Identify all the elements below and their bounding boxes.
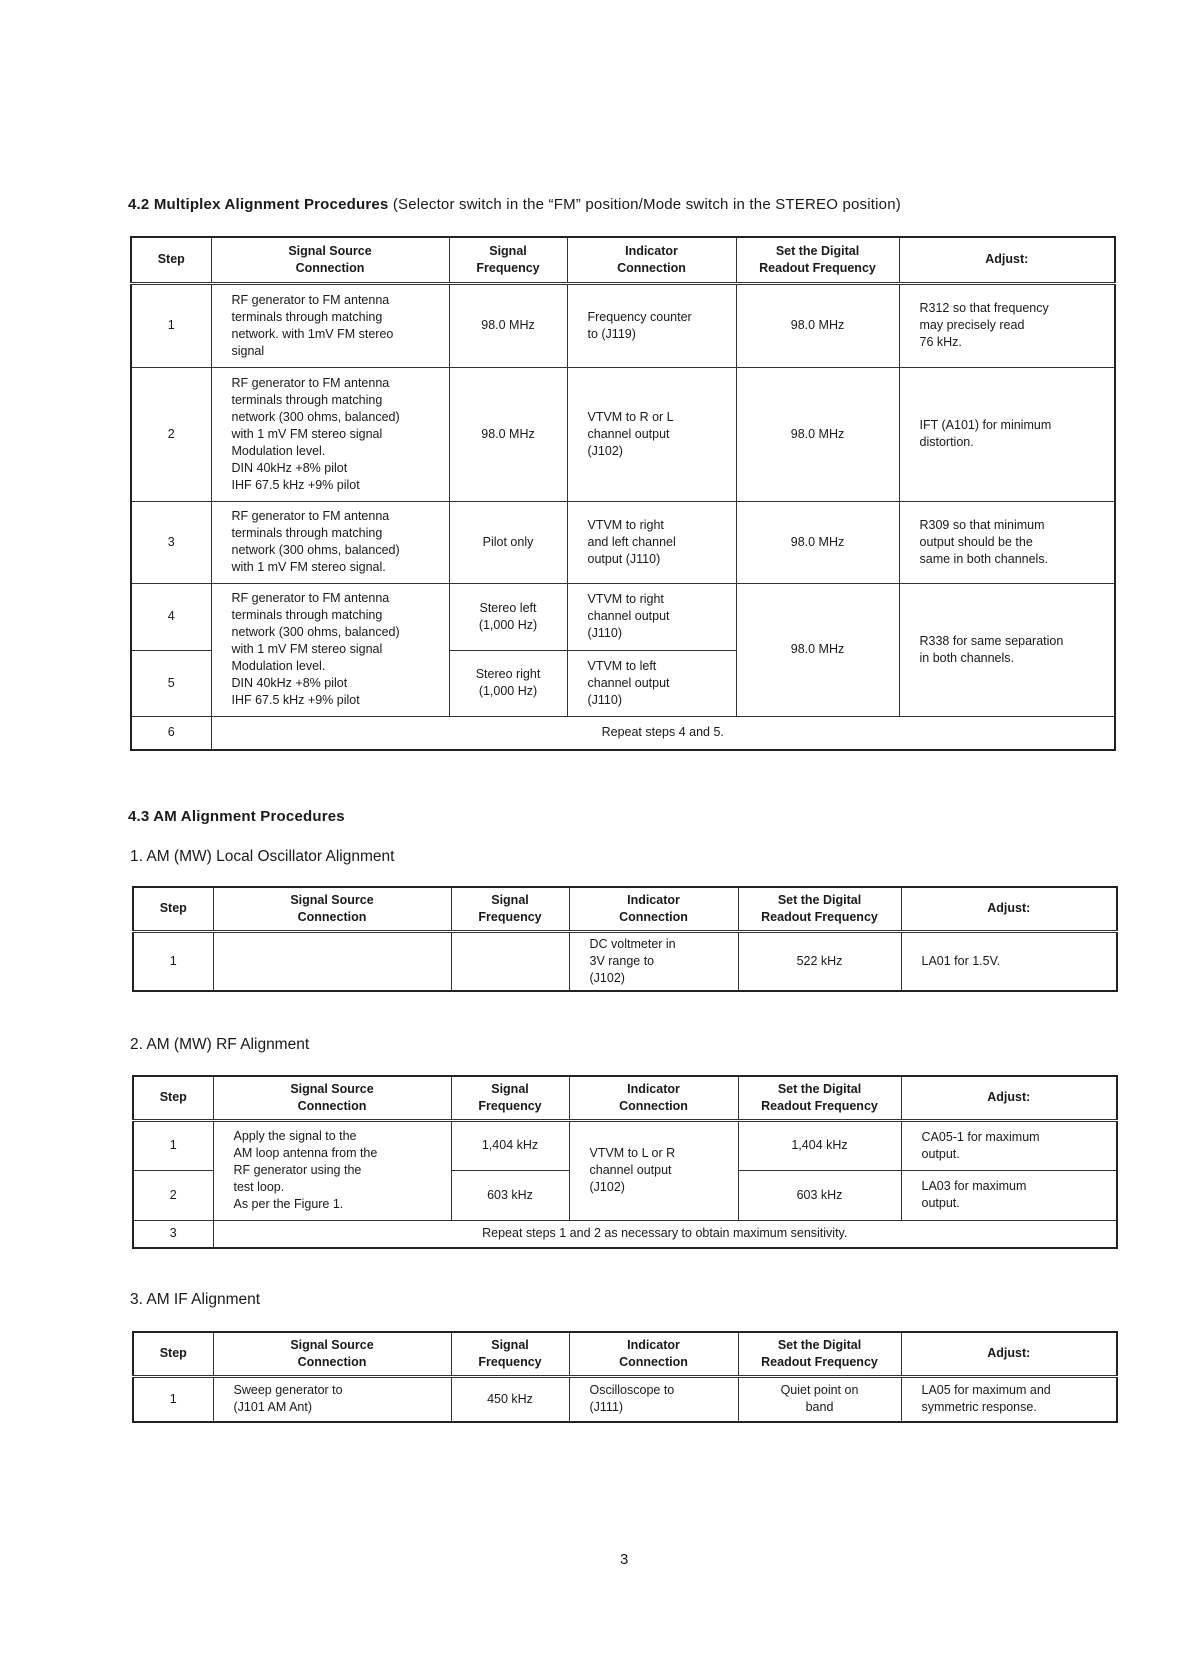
table-row	[131, 583, 1115, 650]
col-adjust-header: Adjust:	[899, 237, 1115, 283]
merged-note-cell: Repeat steps 1 and 2 as necessary to obtain maximum sensitivity.	[213, 1220, 1117, 1248]
col-step-header: Step	[133, 1332, 213, 1376]
source-cell: RF generator to FM antenna terminals through matching network (300 ohms, balanced) with 1 mV FM stereo signal Modulation level. DIN 40kHz +8% pilot IHF 67.5 kHz +9% pilot	[211, 583, 449, 716]
col-frequency-header: Signal Frequency	[451, 1332, 569, 1376]
col-frequency-header: Signal Frequency	[451, 1076, 569, 1120]
section-4-3-heading	[128, 808, 345, 825]
indicator-cell: VTVM to left channel output (J110)	[567, 650, 736, 716]
col-source-header: Signal Source Connection	[213, 1076, 451, 1120]
step-cell: 2	[133, 1170, 213, 1220]
readout-cell: 522 kHz	[738, 931, 901, 991]
col-source-header: Signal Source Connection	[213, 887, 451, 931]
adjust-cell: R338 for same separation in both channels.	[899, 583, 1115, 716]
section-title: 4.3 AM Alignment Procedures	[128, 808, 345, 825]
source-cell	[213, 931, 451, 991]
table-row	[131, 283, 1115, 367]
col-step-header: Step	[133, 1076, 213, 1120]
table-row	[131, 716, 1115, 750]
source-cell: RF generator to FM antenna terminals through matching network (300 ohms, balanced) with 1 mV FM stereo signal Modulation level. DIN 40kHz +8% pilot IHF 67.5 kHz +9% pilot	[211, 367, 449, 501]
table-row	[133, 1376, 1117, 1422]
indicator-cell: VTVM to right and left channel output (J110)	[567, 501, 736, 583]
indicator-cell: Oscilloscope to (J111)	[569, 1376, 738, 1422]
col-adjust-header: Adjust:	[901, 1332, 1117, 1376]
frequency-cell	[451, 931, 569, 991]
step-cell: 1	[133, 931, 213, 991]
adjust-cell: LA03 for maximum output.	[901, 1170, 1117, 1220]
readout-cell: 603 kHz	[738, 1170, 901, 1220]
frequency-cell: 603 kHz	[451, 1170, 569, 1220]
col-indicator-header: Indicator Connection	[569, 1076, 738, 1120]
section-number: 4.2	[128, 196, 150, 213]
step-cell: 2	[131, 367, 211, 501]
table-row	[131, 501, 1115, 583]
step-cell: 1	[131, 283, 211, 367]
step-cell: 3	[131, 501, 211, 583]
source-cell: Sweep generator to (J101 AM Ant)	[213, 1376, 451, 1422]
frequency-cell: Stereo right (1,000 Hz)	[449, 650, 567, 716]
table-row	[133, 1120, 1117, 1170]
col-source-header: Signal Source Connection	[213, 1332, 451, 1376]
subsection-3-heading: 3. AM IF Alignment	[130, 1291, 261, 1308]
table-row	[133, 1220, 1117, 1248]
adjust-cell: R309 so that minimum output should be the same in both channels.	[899, 501, 1115, 583]
source-cell: Apply the signal to the AM loop antenna from the RF generator using the test loop. As per the Figure 1.	[213, 1120, 451, 1220]
indicator-cell: VTVM to L or R channel output (J102)	[569, 1120, 738, 1220]
step-cell: 5	[131, 650, 211, 716]
readout-cell: 98.0 MHz	[736, 501, 899, 583]
frequency-cell: Stereo left (1,000 Hz)	[449, 583, 567, 650]
subsection-2-heading: 2. AM (MW) RF Alignment	[130, 1036, 310, 1053]
subsection-1-heading: 1. AM (MW) Local Oscillator Alignment	[130, 848, 395, 865]
page-number: 3	[620, 1551, 629, 1568]
frequency-cell: Pilot only	[449, 501, 567, 583]
col-step-header: Step	[133, 887, 213, 931]
col-readout-header: Set the Digital Readout Frequency	[738, 1332, 901, 1376]
col-indicator-header: Indicator Connection	[569, 1332, 738, 1376]
adjust-cell: CA05-1 for maximum output.	[901, 1120, 1117, 1170]
col-adjust-header: Adjust:	[901, 1076, 1117, 1120]
frequency-cell: 450 kHz	[451, 1376, 569, 1422]
col-frequency-header: Signal Frequency	[451, 887, 569, 931]
indicator-cell: VTVM to right channel output (J110)	[567, 583, 736, 650]
indicator-cell: VTVM to R or L channel output (J102)	[567, 367, 736, 501]
readout-cell: 98.0 MHz	[736, 283, 899, 367]
indicator-cell: Frequency counter to (J119)	[567, 283, 736, 367]
am-rf-alignment-table	[132, 1075, 1118, 1249]
section-note: (Selector switch in the “FM” position/Mode switch in the STEREO position)	[388, 196, 901, 213]
readout-cell: 1,404 kHz	[738, 1120, 901, 1170]
col-readout-header: Set the Digital Readout Frequency	[738, 1076, 901, 1120]
table-row	[131, 367, 1115, 501]
multiplex-alignment-table	[130, 236, 1116, 751]
col-step-header: Step	[131, 237, 211, 283]
merged-note-cell: Repeat steps 4 and 5.	[211, 716, 1115, 750]
frequency-cell: 98.0 MHz	[449, 367, 567, 501]
col-adjust-header: Adjust:	[901, 887, 1117, 931]
adjust-cell: LA01 for 1.5V.	[901, 931, 1117, 991]
col-indicator-header: Indicator Connection	[567, 237, 736, 283]
frequency-cell: 1,404 kHz	[451, 1120, 569, 1170]
step-cell: 3	[133, 1220, 213, 1248]
step-cell: 1	[133, 1120, 213, 1170]
adjust-cell: LA05 for maximum and symmetric response.	[901, 1376, 1117, 1422]
adjust-cell: IFT (A101) for minimum distortion.	[899, 367, 1115, 501]
col-readout-header: Set the Digital Readout Frequency	[736, 237, 899, 283]
readout-cell: 98.0 MHz	[736, 367, 899, 501]
am-if-alignment-table	[132, 1331, 1118, 1423]
step-cell: 6	[131, 716, 211, 750]
step-cell: 1	[133, 1376, 213, 1422]
adjust-cell: R312 so that frequency may precisely read 76 kHz.	[899, 283, 1115, 367]
source-cell: RF generator to FM antenna terminals through matching network (300 ohms, balanced) with 1 mV FM stereo signal.	[211, 501, 449, 583]
section-4-2-heading	[128, 196, 901, 213]
col-frequency-header: Signal Frequency	[449, 237, 567, 283]
am-local-oscillator-table	[132, 886, 1118, 992]
readout-cell: Quiet point on band	[738, 1376, 901, 1422]
source-cell: RF generator to FM antenna terminals through matching network. with 1mV FM stereo signal	[211, 283, 449, 367]
step-cell: 4	[131, 583, 211, 650]
col-readout-header: Set the Digital Readout Frequency	[738, 887, 901, 931]
table-row	[133, 931, 1117, 991]
indicator-cell: DC voltmeter in 3V range to (J102)	[569, 931, 738, 991]
section-title: Multiplex Alignment Procedures	[153, 196, 389, 213]
col-source-header: Signal Source Connection	[211, 237, 449, 283]
col-indicator-header: Indicator Connection	[569, 887, 738, 931]
frequency-cell: 98.0 MHz	[449, 283, 567, 367]
readout-cell: 98.0 MHz	[736, 583, 899, 716]
